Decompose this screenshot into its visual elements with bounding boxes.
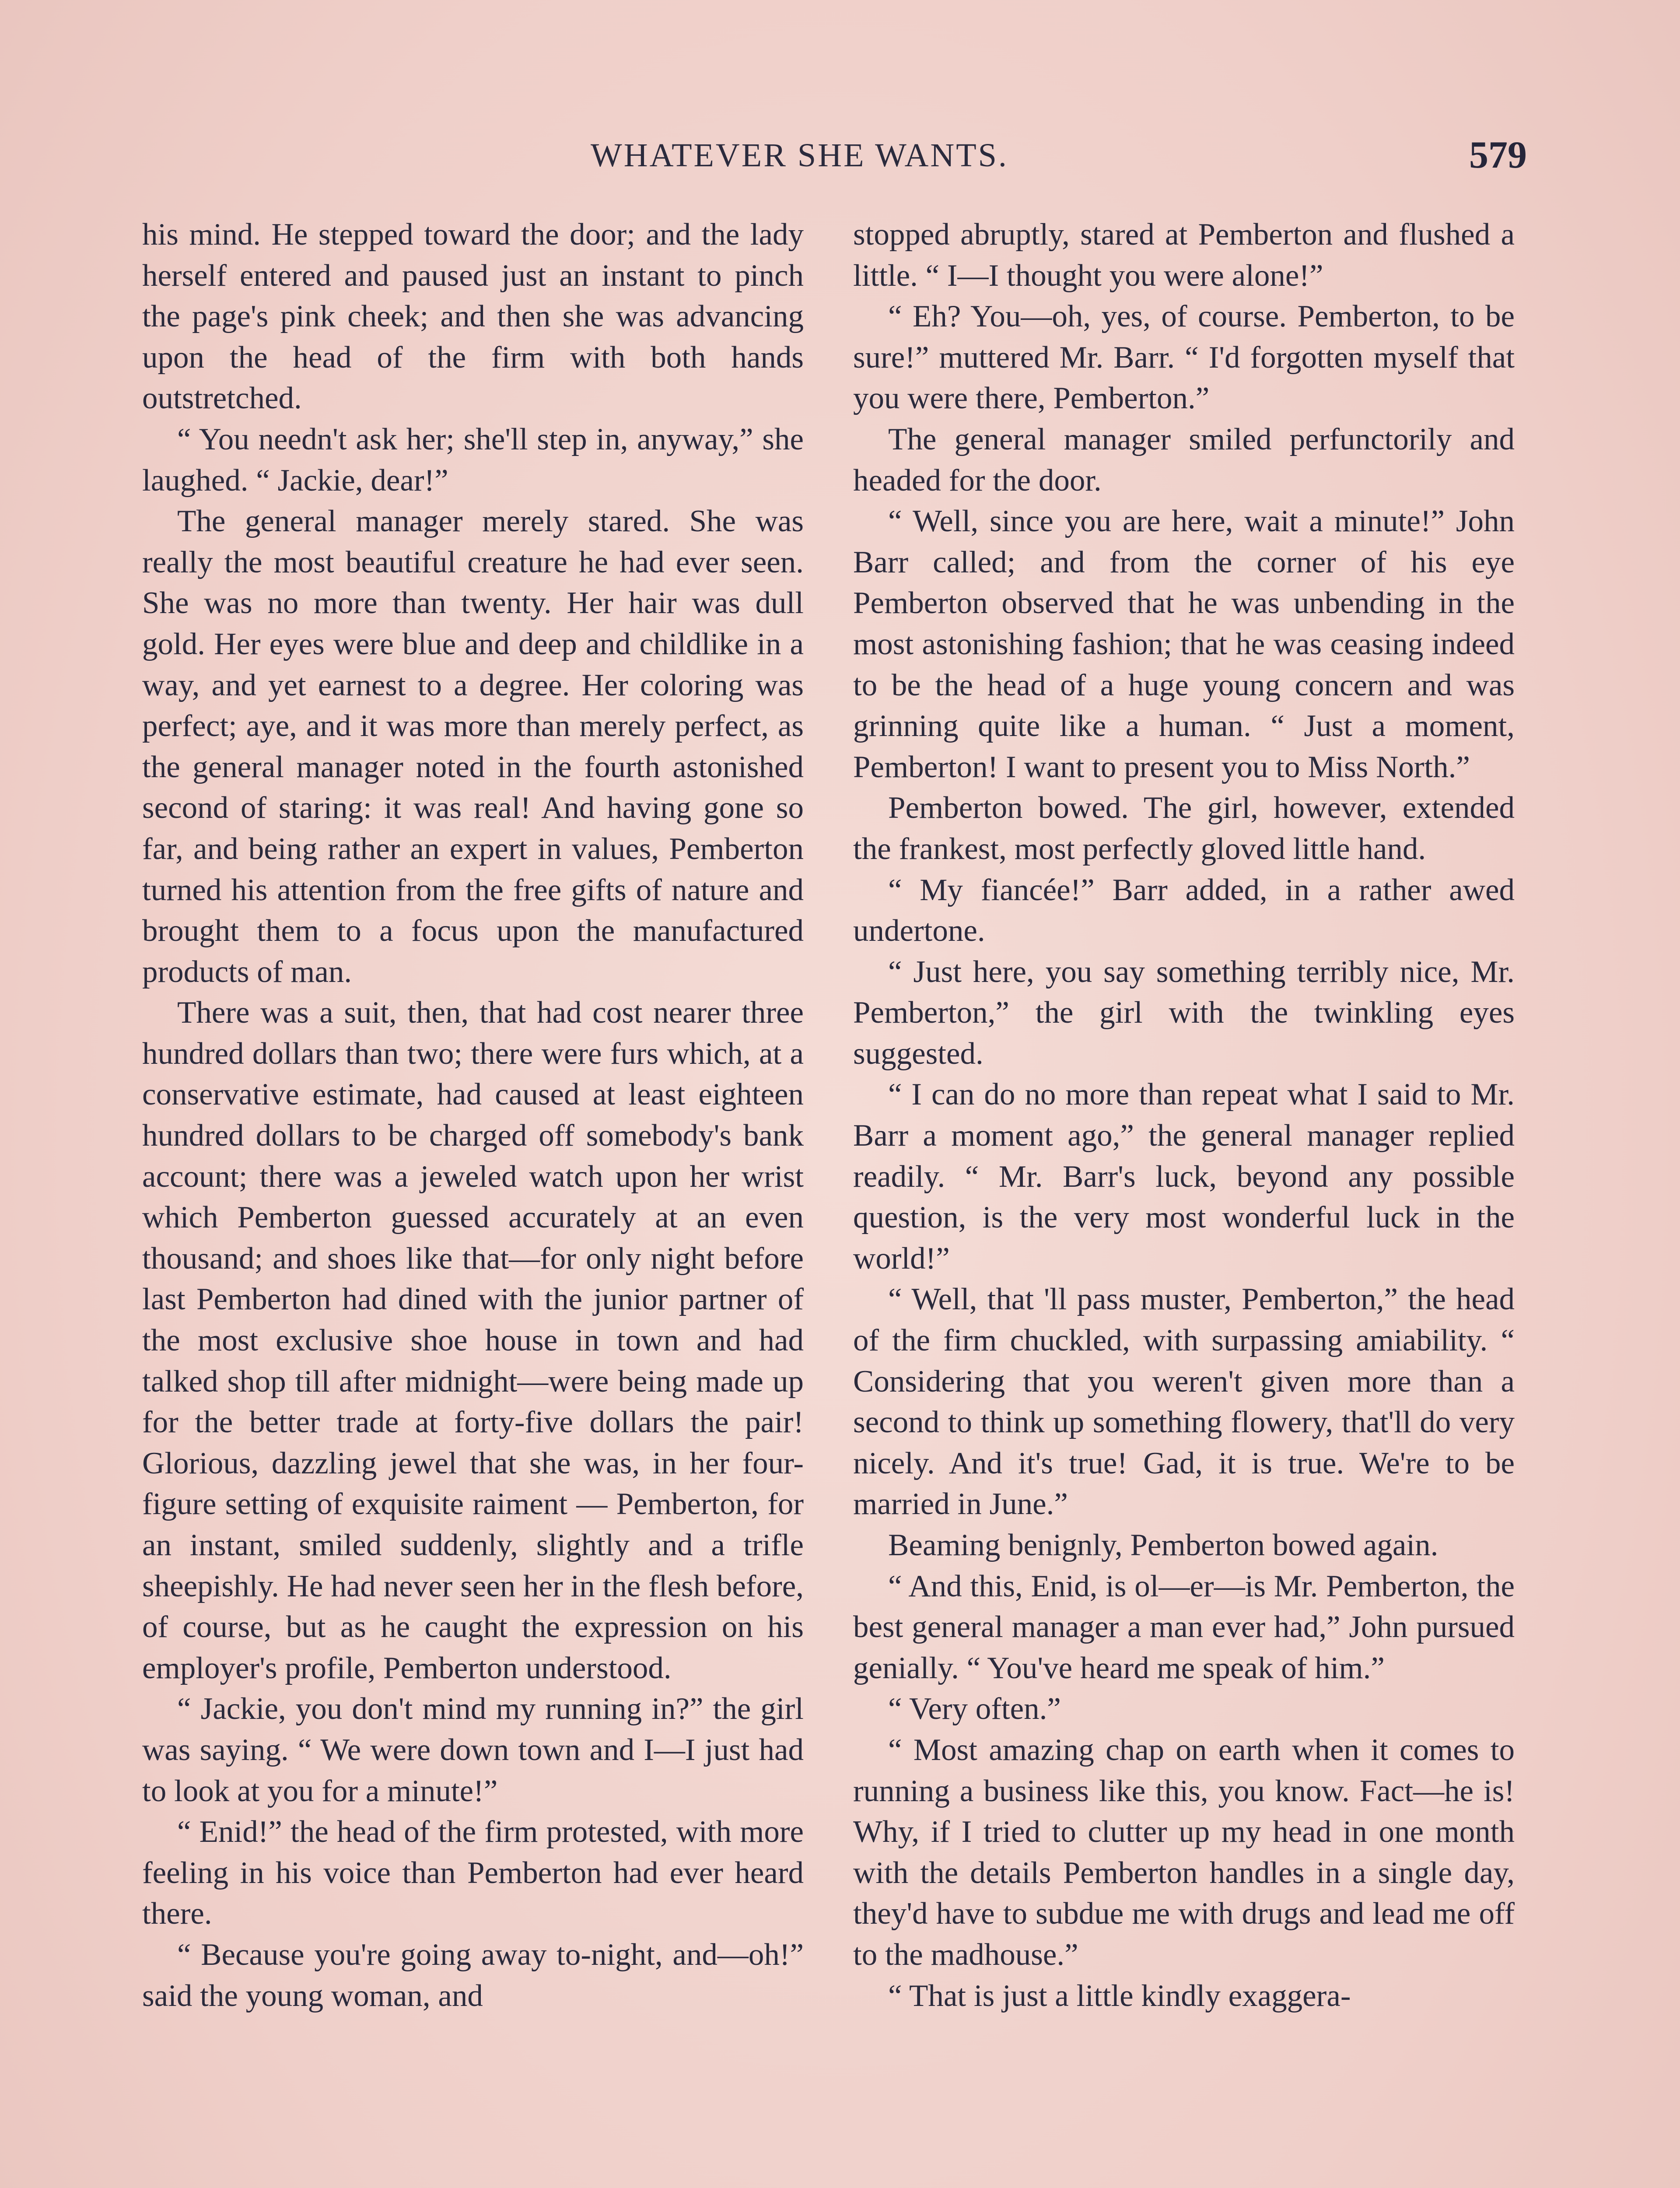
- paragraph: “ Jackie, you don't mind my running in?” the girl was saying. “ We were down town and I—I just had to look at you for a minute!”: [142, 1692, 804, 1808]
- paragraph: “ I can do no more than repeat what I said to Mr. Barr a moment ago,” the general manager replied readily. “ Mr. Barr's luck, beyond any possible question, is the very most wonderful luck in the world!”: [853, 1077, 1515, 1276]
- paragraph: Pemberton bowed. The girl, however, extended the frankest, most perfectly gloved little hand.: [853, 791, 1515, 866]
- paragraph: stopped abruptly, stared at Pemberton and flushed a little. “ I—I thought you were alone!”: [853, 217, 1515, 293]
- paragraph: “ Enid!” the head of the firm protested, with more feeling in his voice than Pemberton had ever heard there.: [142, 1815, 804, 1931]
- page-number: 579: [1469, 134, 1527, 176]
- paragraph: “ Very often.”: [888, 1692, 1061, 1726]
- paragraph: The general manager smiled perfunctorily and headed for the door.: [853, 422, 1515, 498]
- paragraph: “ You needn't ask her; she'll step in, anyway,” she laughed. “ Jackie, dear!”: [142, 422, 804, 498]
- paragraph: “ Just here, you say something terribly nice, Mr. Pemberton,” the girl with the twinkling eyes suggested.: [853, 954, 1515, 1071]
- paragraph: The general manager merely stared. She was really the most beautiful creature he had ever seen. She was no more than twenty. Her hair was dull gold. Her eyes were blue and deep and childlike in a way, and yet earnest to a degree. Her coloring was perfect; aye, and it was more than merely perfect, as the general manager noted in the fourth astonished second of staring: it was real! And having gone so far, and being rather an expert in values, Pemberton turned his attention from the free gifts of nature and brought them to a focus upon the manufactured products of man.: [142, 504, 804, 989]
- paragraph: “ That is just a little kindly exaggera-: [888, 1978, 1351, 2013]
- paragraph: “ And this, Enid, is ol—er—is Mr. Pemberton, the best general manager a man ever had,” John pursued genially. “ You've heard me speak of him.”: [853, 1569, 1515, 1685]
- paragraph: “ Most amazing chap on earth when it comes to running a business like this, you know. Fact—he is! Why, if I tried to clutter up my head in one month with the details Pemberton handles in a single day, they'd have to subdue me with drugs and lead me off to the madhouse.”: [853, 1732, 1515, 1972]
- paragraph: There was a suit, then, that had cost nearer three hundred dollars than two; there were furs which, at a conservative estimate, had caused at least eighteen hundred dollars to be charged off somebody's bank account; there was a jeweled watch upon her wrist which Pemberton guessed accurately at an even thousand; and shoes like that—for only night before last Pemberton had dined with the junior partner of the most exclusive shoe house in town and had talked shop till after midnight—were being made up for the better trade at forty-five dollars the pair! Glorious, dazzling jewel that she was, in her four-figure setting of exquisite raiment — Pemberton, for an instant, smiled suddenly, slightly and a trifle sheepishly. He had never seen her in the flesh before, of course, but as he caught the expression on his employer's profile, Pemberton understood.: [142, 996, 804, 1685]
- paragraph: “ Because you're going away to-night, and—oh!” said the young woman, and: [142, 1937, 804, 2013]
- paragraph: “ Well, since you are here, wait a minute!” John Barr called; and from the corner of his eye Pemberton observed that he was unbending in the most astonishing fashion; that he was ceasing indeed to be the head of a huge young concern and was grinning quite like a human. “ Just a moment, Pemberton! I want to present you to Miss North.”: [853, 504, 1515, 784]
- running-title: WHATEVER SHE WANTS.: [591, 137, 1008, 174]
- paragraph: “ Well, that 'll pass muster, Pemberton,” the head of the firm chuckled, with surpassing amiability. “ Considering that you weren't given more than a second to think up something flowery, that'll do very nicely. And it's true! Gad, it is true. We're to be married in June.”: [853, 1282, 1515, 1522]
- paragraph: his mind. He stepped toward the door; and the lady herself entered and paused just an instant to pinch the page's pink cheek; and then she was advancing upon the head of the firm with both hands outstretched.: [142, 217, 804, 416]
- paragraph: “ My fiancée!” Barr added, in a rather awed undertone.: [853, 873, 1515, 948]
- left-column: [142, 214, 804, 2016]
- right-column: [853, 214, 1515, 2016]
- paragraph: “ Eh? You—oh, yes, of course. Pemberton, to be sure!” muttered Mr. Barr. “ I'd forgotten myself that you were there, Pemberton.”: [853, 299, 1515, 416]
- paragraph: Beaming benignly, Pemberton bowed again.: [888, 1528, 1438, 1562]
